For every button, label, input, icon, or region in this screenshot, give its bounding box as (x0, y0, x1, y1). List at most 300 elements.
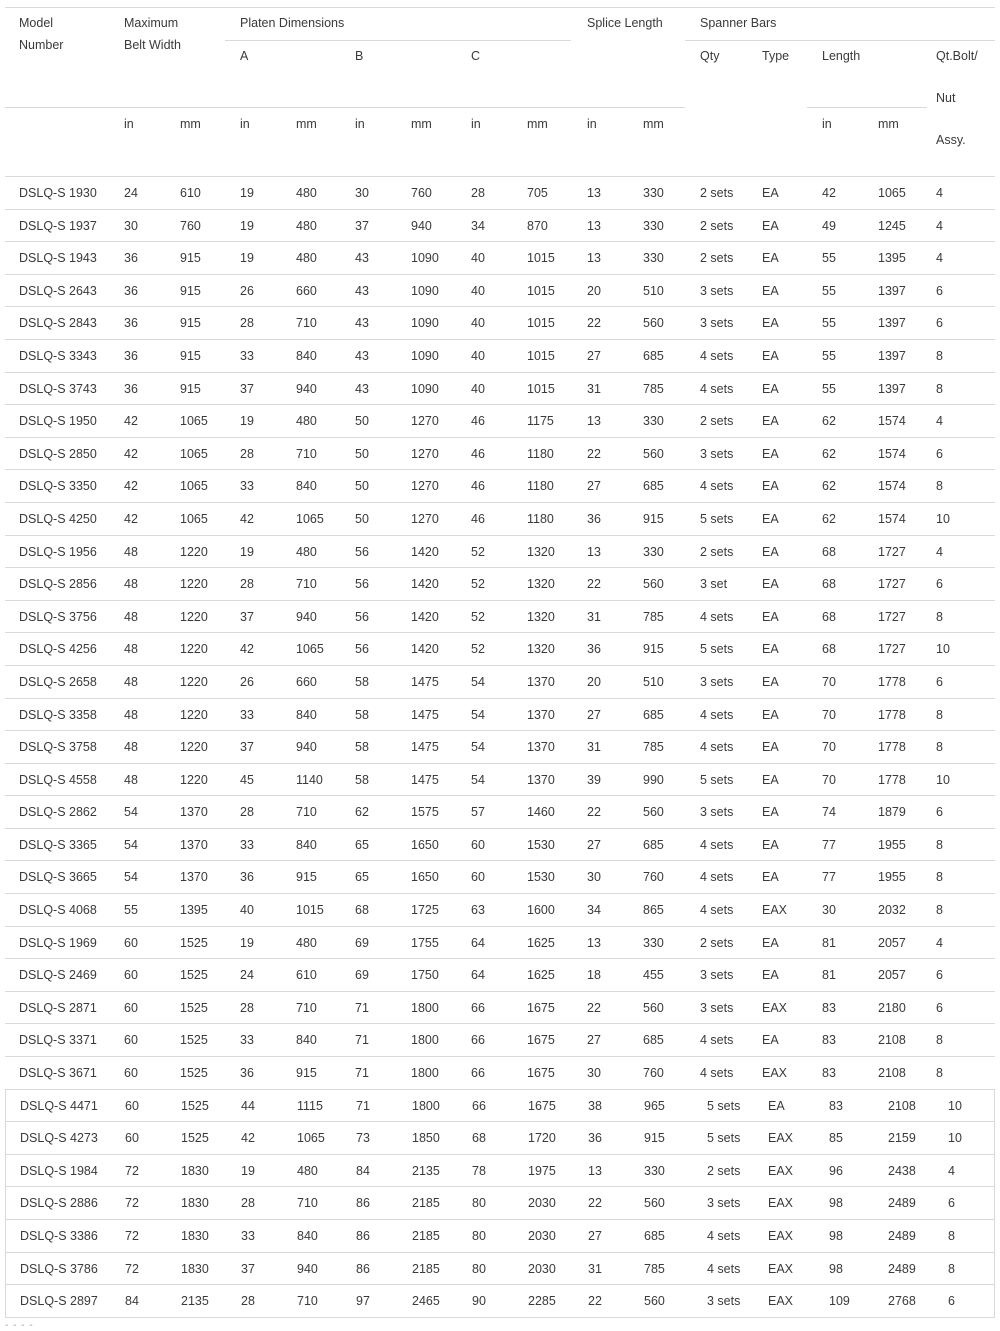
cell-c-mm: 2030 (528, 1229, 556, 1243)
cell-belt-width-mm: 1065 (180, 446, 208, 461)
table-row (5, 829, 995, 862)
cell-belt-width-in: 36 (124, 251, 138, 266)
cell-splice-in: 22 (588, 1196, 602, 1211)
cell-belt-width-in: 54 (124, 870, 138, 885)
cell-b-in: 58 (355, 674, 369, 689)
cell-splice-in: 27 (587, 348, 601, 363)
cell-splice-mm: 560 (643, 316, 664, 331)
cell-splice-mm: 560 (643, 577, 664, 592)
header-c: C (471, 49, 481, 63)
cell-b-mm: 2185 (412, 1229, 440, 1243)
cell-length-in: 74 (822, 805, 836, 820)
header-max-belt-width: Maximum (124, 16, 179, 30)
cell-c-mm: 1600 (527, 903, 555, 918)
cell-b-mm: 1850 (412, 1131, 440, 1146)
cell-belt-width-mm: 1220 (180, 544, 208, 559)
cell-a-in: 42 (240, 511, 254, 526)
cell-c-in: 52 (471, 642, 485, 657)
cell-splice-mm: 965 (644, 1098, 665, 1113)
cell-b-in: 58 (355, 772, 369, 787)
cell-a-mm: 840 (296, 348, 317, 363)
cell-splice-in: 22 (587, 446, 601, 461)
cell-a-in: 40 (240, 903, 254, 918)
cell-belt-width-mm: 1220 (180, 707, 208, 722)
cell-splice-in: 30 (587, 1066, 601, 1081)
cell-length-in: 55 (822, 316, 836, 331)
cell-c-in: 66 (471, 1033, 485, 1048)
cell-belt-width-mm: 1220 (180, 577, 208, 592)
cell-length-mm: 2489 (888, 1261, 916, 1276)
cell-c-in: 46 (471, 511, 485, 526)
cell-model-number: DSLQ-S 3386 (20, 1229, 98, 1243)
cell-spanner-qty: 2 sets (700, 935, 734, 950)
table-row (5, 1024, 995, 1057)
cell-length-mm: 2108 (878, 1066, 906, 1081)
cell-c-in: 52 (471, 577, 485, 592)
table-row (5, 1090, 995, 1123)
cell-spanner-type: EA (762, 511, 779, 526)
table-row (5, 601, 995, 634)
cell-a-in: 24 (240, 968, 254, 983)
cell-b-mm: 1090 (411, 251, 439, 266)
cell-qt-bolt: 10 (936, 772, 950, 787)
cell-a-mm: 710 (297, 1294, 318, 1309)
header-qt-bolt-2: Nut (936, 91, 956, 105)
cell-length-in: 68 (822, 577, 836, 592)
cell-b-in: 56 (355, 609, 369, 624)
cell-spanner-qty: 4 sets (700, 870, 734, 885)
table-row (5, 699, 995, 732)
table-row (5, 1155, 995, 1188)
cell-belt-width-mm: 1220 (180, 642, 208, 657)
cell-splice-in: 36 (587, 511, 601, 526)
cell-qt-bolt: 10 (936, 642, 950, 657)
cell-a-in: 33 (240, 348, 254, 363)
cell-splice-mm: 915 (643, 511, 664, 526)
cell-spanner-qty: 3 sets (700, 283, 734, 298)
cell-belt-width-mm: 1220 (180, 772, 208, 787)
cell-belt-width-mm: 1065 (180, 414, 208, 429)
table-row (5, 959, 995, 992)
unit-mm: mm (296, 117, 317, 131)
cell-belt-width-mm: 915 (180, 316, 201, 331)
cell-splice-in: 13 (587, 251, 601, 266)
cell-b-mm: 1650 (411, 837, 439, 852)
cell-b-in: 65 (355, 837, 369, 852)
cell-splice-mm: 785 (643, 609, 664, 624)
cell-qt-bolt: 4 (936, 251, 943, 266)
cell-belt-width-in: 60 (125, 1098, 139, 1113)
cell-spanner-type: EA (762, 968, 779, 983)
unit-in: in (822, 117, 832, 131)
cell-c-in: 54 (471, 674, 485, 689)
cell-b-mm: 1420 (411, 642, 439, 657)
cell-spanner-type: EAX (768, 1229, 794, 1243)
cell-spanner-qty: 4 sets (700, 381, 734, 396)
cell-splice-in: 22 (587, 316, 601, 331)
cell-splice-mm: 560 (644, 1294, 665, 1309)
cell-splice-mm: 510 (643, 283, 664, 298)
header-a: A (240, 49, 249, 63)
cell-c-mm: 1370 (527, 740, 555, 755)
cell-length-in: 70 (822, 740, 836, 755)
cell-length-in: 55 (822, 381, 836, 396)
cell-a-in: 33 (240, 837, 254, 852)
cell-b-in: 71 (355, 1000, 369, 1015)
cell-qt-bolt: 8 (936, 348, 943, 363)
cell-spanner-type: EA (762, 348, 779, 363)
cell-a-mm: 480 (296, 186, 317, 200)
cell-length-mm: 1727 (878, 642, 906, 657)
cell-splice-in: 36 (588, 1131, 602, 1146)
cell-belt-width-mm: 1220 (180, 674, 208, 689)
cell-qt-bolt: 6 (936, 446, 943, 461)
cell-belt-width-in: 48 (124, 544, 138, 559)
cell-model-number: DSLQ-S 1956 (19, 544, 97, 559)
cell-a-mm: 660 (296, 283, 317, 298)
cell-length-mm: 1727 (878, 544, 906, 559)
cell-model-number: DSLQ-S 3786 (20, 1261, 98, 1276)
cell-length-in: 55 (822, 348, 836, 363)
cell-c-mm: 2030 (528, 1196, 556, 1211)
cell-a-mm: 710 (296, 446, 317, 461)
cell-belt-width-in: 24 (124, 186, 138, 200)
cell-a-mm: 840 (296, 479, 317, 494)
cell-a-in: 19 (240, 544, 254, 559)
cell-b-in: 43 (355, 381, 369, 396)
header-qt-bolt-3: Assy. (936, 133, 966, 147)
cell-belt-width-in: 48 (124, 740, 138, 755)
cell-spanner-type: EAX (768, 1261, 794, 1276)
cell-length-in: 70 (822, 772, 836, 787)
cell-b-mm: 1650 (411, 870, 439, 885)
cell-a-in: 33 (240, 707, 254, 722)
cell-spanner-type: EAX (768, 1131, 794, 1146)
cell-a-mm: 610 (296, 968, 317, 983)
cell-splice-mm: 785 (643, 740, 664, 755)
cell-c-in: 64 (471, 968, 485, 983)
cell-length-mm: 1778 (878, 772, 906, 787)
cell-belt-width-mm: 1220 (180, 609, 208, 624)
cell-a-in: 28 (241, 1196, 255, 1211)
table-row (5, 666, 995, 699)
cell-splice-mm: 330 (643, 544, 664, 559)
header-qty: Qty (700, 49, 720, 63)
cell-model-number: DSLQ-S 2469 (19, 968, 97, 983)
cell-c-mm: 1180 (527, 511, 554, 526)
cell-model-number: DSLQ-S 4068 (19, 903, 97, 918)
table-row (5, 1220, 995, 1253)
cell-c-in: 40 (471, 381, 485, 396)
cell-b-in: 58 (355, 707, 369, 722)
cell-spanner-type: EA (762, 805, 779, 820)
cell-c-mm: 1320 (527, 609, 555, 624)
cell-length-in: 98 (829, 1261, 843, 1276)
cell-c-mm: 1625 (527, 968, 555, 983)
cell-belt-width-mm: 1830 (181, 1196, 209, 1211)
cell-b-mm: 1420 (411, 577, 439, 592)
cell-b-mm: 1090 (411, 348, 439, 363)
cell-c-in: 34 (471, 218, 485, 233)
cell-a-mm: 710 (296, 577, 317, 592)
cell-model-number: DSLQ-S 3365 (19, 837, 97, 852)
cell-model-number: DSLQ-S 3743 (19, 381, 97, 396)
cell-c-mm: 1015 (527, 251, 555, 266)
cell-spanner-type: EA (762, 772, 779, 787)
table-row (5, 1253, 995, 1286)
cell-c-mm: 1320 (527, 577, 555, 592)
cell-length-mm: 2159 (888, 1131, 916, 1146)
cell-b-in: 56 (355, 642, 369, 657)
cell-a-mm: 1015 (296, 903, 324, 918)
table-row (5, 307, 995, 340)
cell-length-in: 68 (822, 544, 836, 559)
unit-mm: mm (411, 117, 432, 131)
cell-belt-width-in: 48 (124, 772, 138, 787)
cell-splice-in: 18 (587, 968, 601, 983)
cell-b-in: 73 (356, 1131, 370, 1146)
cell-length-in: 83 (822, 1066, 836, 1081)
cell-a-mm: 710 (297, 1196, 318, 1211)
cell-a-mm: 940 (297, 1261, 318, 1276)
cell-qt-bolt: 8 (936, 837, 943, 852)
cell-c-mm: 2285 (528, 1294, 556, 1309)
cell-spanner-type: EAX (768, 1196, 794, 1211)
cell-b-in: 43 (355, 251, 369, 266)
cell-model-number: DSLQ-S 2856 (19, 577, 97, 592)
cell-b-mm: 1090 (411, 381, 439, 396)
cell-c-mm: 1180 (527, 446, 554, 461)
cell-splice-mm: 785 (643, 381, 664, 396)
cell-qt-bolt: 4 (936, 414, 943, 429)
cell-splice-in: 22 (588, 1294, 602, 1309)
cell-qt-bolt: 8 (936, 903, 943, 918)
cell-a-in: 28 (240, 805, 254, 820)
cell-belt-width-in: 72 (125, 1196, 139, 1211)
cell-length-mm: 2438 (888, 1163, 916, 1178)
cell-length-mm: 1397 (878, 381, 906, 396)
cell-length-mm: 2108 (878, 1033, 906, 1048)
cell-spanner-qty: 4 sets (700, 479, 734, 494)
cell-c-in: 52 (471, 544, 485, 559)
cell-length-in: 96 (829, 1163, 843, 1178)
cell-spanner-type: EA (762, 577, 779, 592)
cell-length-in: 42 (822, 186, 836, 200)
cell-spanner-qty: 2 sets (700, 186, 734, 200)
cell-spanner-type: EA (762, 609, 779, 624)
table-header (5, 7, 995, 177)
cell-spanner-qty: 5 sets (700, 772, 734, 787)
cell-model-number: DSLQ-S 2871 (19, 1000, 97, 1015)
cell-spanner-type: EA (762, 935, 779, 950)
cell-a-in: 37 (241, 1261, 255, 1276)
cell-a-in: 45 (240, 772, 254, 787)
cell-b-in: 50 (355, 479, 369, 494)
cell-c-mm: 1720 (528, 1131, 556, 1146)
cell-splice-mm: 330 (643, 186, 664, 200)
cell-a-mm: 1065 (297, 1131, 325, 1146)
cell-length-in: 55 (822, 283, 836, 298)
cell-belt-width-mm: 915 (180, 348, 201, 363)
cell-splice-in: 13 (587, 414, 601, 429)
cell-a-mm: 480 (296, 414, 317, 429)
cell-b-in: 86 (356, 1261, 370, 1276)
cell-splice-in: 39 (587, 772, 601, 787)
cell-belt-width-in: 36 (124, 381, 138, 396)
cell-splice-mm: 760 (643, 870, 664, 885)
cell-length-in: 68 (822, 642, 836, 657)
cell-c-mm: 1320 (527, 642, 555, 657)
cell-qt-bolt: 8 (948, 1261, 955, 1276)
cell-b-in: 84 (356, 1163, 370, 1178)
cell-spanner-qty: 3 sets (707, 1196, 741, 1211)
cell-b-mm: 2185 (412, 1196, 440, 1211)
cell-belt-width-in: 54 (124, 837, 138, 852)
cell-b-mm: 2135 (412, 1163, 440, 1178)
cell-length-in: 70 (822, 674, 836, 689)
cell-b-in: 69 (355, 968, 369, 983)
cell-splice-in: 27 (587, 479, 601, 494)
cell-a-in: 44 (241, 1098, 255, 1113)
cell-length-in: 77 (822, 837, 836, 852)
cell-a-mm: 915 (296, 1066, 317, 1081)
cell-a-mm: 1115 (297, 1098, 323, 1113)
cell-spanner-qty: 3 sets (700, 1000, 734, 1015)
cell-length-in: 81 (822, 968, 836, 983)
cell-c-in: 52 (471, 609, 485, 624)
cell-b-mm: 1475 (411, 772, 439, 787)
cell-b-mm: 1800 (411, 1033, 439, 1048)
cell-belt-width-in: 48 (124, 577, 138, 592)
cell-belt-width-in: 60 (124, 1033, 138, 1048)
cell-c-mm: 705 (527, 186, 548, 200)
cell-b-in: 30 (355, 186, 369, 200)
cell-b-mm: 1420 (411, 609, 439, 624)
cell-belt-width-mm: 1830 (181, 1261, 209, 1276)
cell-c-mm: 1180 (527, 479, 554, 494)
cell-belt-width-in: 48 (124, 707, 138, 722)
cell-qt-bolt: 10 (948, 1131, 962, 1146)
cell-splice-in: 22 (587, 577, 601, 592)
cell-splice-mm: 990 (643, 772, 664, 787)
cell-b-in: 43 (355, 283, 369, 298)
header-b: B (355, 49, 364, 63)
table-row (5, 1187, 995, 1220)
cell-c-mm: 1015 (527, 348, 555, 363)
cell-splice-in: 31 (587, 740, 601, 755)
cell-b-mm: 1475 (411, 674, 439, 689)
cell-model-number: DSLQ-S 4273 (20, 1131, 98, 1146)
cell-b-in: 97 (356, 1294, 370, 1309)
cell-length-mm: 1727 (878, 609, 906, 624)
cell-belt-width-in: 36 (124, 283, 138, 298)
cell-spanner-type: EA (762, 381, 779, 396)
cell-belt-width-in: 42 (124, 414, 138, 429)
cell-model-number: DSLQ-S 2850 (19, 446, 97, 461)
cell-b-in: 68 (355, 903, 369, 918)
cell-spanner-qty: 3 sets (700, 805, 734, 820)
cell-model-number: DSLQ-S 1937 (19, 218, 97, 233)
cell-belt-width-mm: 1525 (181, 1098, 209, 1113)
cell-length-in: 55 (822, 251, 836, 266)
cell-c-in: 54 (471, 772, 485, 787)
cell-splice-mm: 560 (643, 446, 664, 461)
cell-belt-width-mm: 1395 (180, 903, 208, 918)
cell-length-mm: 1778 (878, 740, 906, 755)
cell-belt-width-mm: 610 (180, 186, 201, 200)
cell-spanner-type: EA (762, 283, 779, 298)
cell-length-mm: 1397 (878, 348, 906, 363)
table-row (5, 405, 995, 438)
table-row (5, 1057, 995, 1090)
cell-a-in: 28 (241, 1294, 255, 1309)
table-row (5, 275, 995, 308)
cell-length-in: 83 (822, 1000, 836, 1015)
cell-splice-mm: 330 (643, 251, 664, 266)
footer-dashes: - - - - (5, 1320, 34, 1331)
cell-b-in: 50 (355, 511, 369, 526)
cell-c-in: 57 (471, 805, 485, 820)
cell-c-mm: 1675 (527, 1066, 555, 1081)
cell-qt-bolt: 8 (936, 707, 943, 722)
cell-belt-width-in: 42 (124, 446, 138, 461)
table-row (5, 1122, 995, 1155)
cell-a-mm: 1065 (296, 511, 324, 526)
cell-a-mm: 660 (296, 674, 317, 689)
cell-b-mm: 1755 (411, 935, 439, 950)
cell-a-mm: 480 (296, 218, 317, 233)
cell-spanner-type: EA (762, 446, 779, 461)
cell-model-number: DSLQ-S 3665 (19, 870, 97, 885)
cell-b-mm: 1270 (411, 446, 439, 461)
cell-b-mm: 1750 (411, 968, 439, 983)
cell-a-mm: 480 (296, 544, 317, 559)
unit-in: in (355, 117, 365, 131)
cell-b-in: 58 (355, 740, 369, 755)
cell-splice-mm: 330 (644, 1163, 665, 1178)
cell-b-in: 43 (355, 316, 369, 331)
cell-c-in: 80 (472, 1261, 486, 1276)
cell-length-mm: 2489 (888, 1229, 916, 1243)
cell-c-mm: 1015 (527, 283, 555, 298)
cell-belt-width-mm: 1220 (180, 740, 208, 755)
cell-c-in: 90 (472, 1294, 486, 1309)
cell-spanner-type: EA (762, 674, 779, 689)
cell-belt-width-mm: 915 (180, 283, 201, 298)
cell-b-in: 50 (355, 446, 369, 461)
cell-length-in: 109 (829, 1294, 850, 1309)
cell-model-number: DSLQ-S 2643 (19, 283, 97, 298)
cell-qt-bolt: 6 (936, 577, 943, 592)
cell-b-mm: 2185 (412, 1261, 440, 1276)
cell-splice-in: 36 (587, 642, 601, 657)
cell-a-in: 19 (240, 251, 254, 266)
cell-b-mm: 1725 (411, 903, 439, 918)
cell-a-mm: 710 (296, 805, 317, 820)
cell-length-mm: 1879 (878, 805, 906, 820)
cell-splice-in: 34 (587, 903, 601, 918)
cell-spanner-qty: 4 sets (700, 740, 734, 755)
cell-belt-width-mm: 915 (180, 251, 201, 266)
table-row (5, 536, 995, 569)
cell-qt-bolt: 4 (936, 218, 943, 233)
cell-length-mm: 1955 (878, 837, 906, 852)
cell-a-in: 19 (240, 935, 254, 950)
cell-spanner-qty: 4 sets (707, 1229, 741, 1243)
table-row (5, 731, 995, 764)
cell-c-in: 60 (471, 870, 485, 885)
cell-belt-width-mm: 1830 (181, 1163, 209, 1178)
